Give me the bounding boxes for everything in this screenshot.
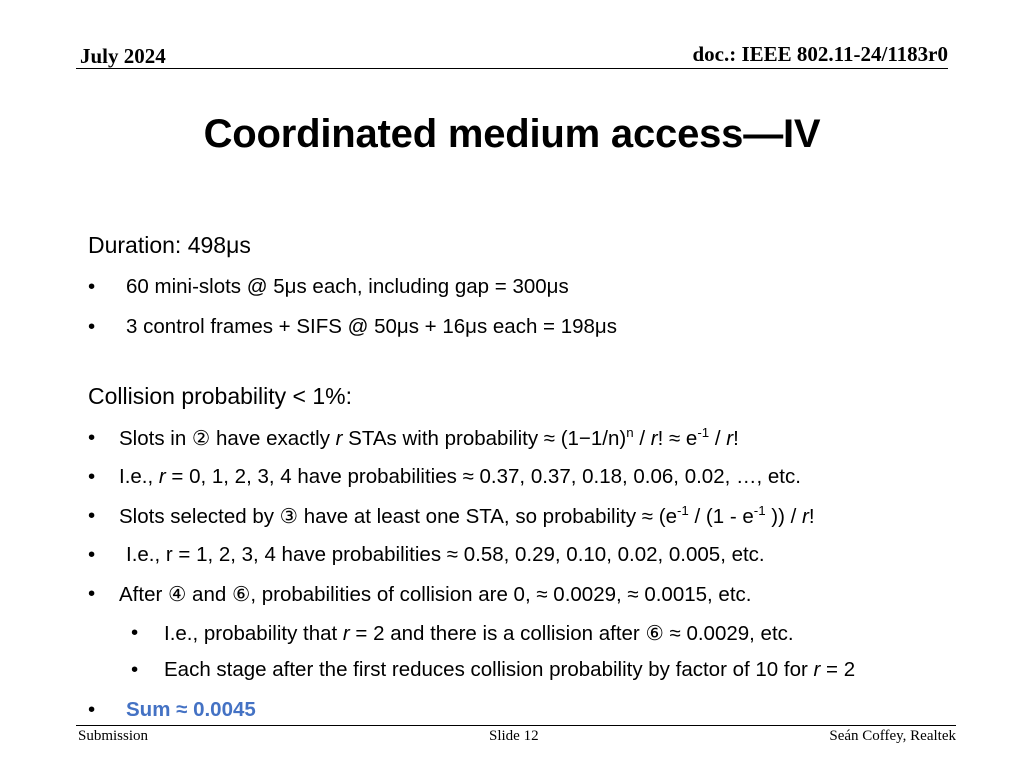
collision-subitem-1: I.e., probability that r = 2 and there is a collision after ⑥ ≈ 0.0029, etc.	[164, 622, 794, 645]
bullet-dot: •	[88, 465, 96, 488]
duration-heading: Duration: 498μs	[88, 232, 251, 258]
bullet-dot: •	[88, 504, 96, 527]
slide-title: Coordinated medium access—IV	[203, 112, 821, 156]
collision-item-3: Slots selected by ③ have at least one STA, so probability ≈ ($e^{-1} / (1 - e^{-1}$ )) / r!	[119, 503, 815, 528]
footer-submission: Submission	[78, 728, 149, 744]
footer-author: Seán Coffey, Realtek	[829, 728, 956, 744]
duration-item-1: 60 mini-slots @ 5μs each, including gap = 300μs	[126, 275, 569, 298]
bullet-dot: •	[88, 275, 96, 298]
bullet-dot: •	[131, 621, 139, 644]
header-date: July 2024	[80, 44, 166, 68]
sum-value: Sum ≈ 0.0045	[126, 698, 256, 721]
collision-item-2: I.e., r = 0, 1, 2, 3, 4 have probabilities ≈ 0.37, 0.37, 0.18, 0.06, 0.02, …, etc.	[119, 465, 801, 488]
collision-item-1: Slots in ② have exactly r STAs with probability ≈ $(1-1/n)^n / r$! ≈ $e^{-1}$ / r!	[119, 425, 739, 450]
header-divider	[76, 68, 948, 69]
collision-subitem-2: Each stage after the first reduces collision probability by factor of 10 for r = 2	[164, 658, 856, 681]
bullet-dot: •	[88, 426, 96, 449]
bullet-dot: •	[131, 658, 139, 681]
collision-item-4: I.e., r = 1, 2, 3, 4 have probabilities ≈ 0.58, 0.29, 0.10, 0.02, 0.005, etc.	[126, 543, 765, 566]
duration-item-2: 3 control frames + SIFS @ 50μs + 16μs each = 198μs	[126, 315, 617, 338]
collision-item-5: After ④ and ⑥, probabilities of collision are 0, ≈ 0.0029, ≈ 0.0015, etc.	[119, 583, 752, 606]
bullet-dot: •	[88, 582, 96, 605]
header-doc-id: doc.: IEEE 802.11-24/1183r0	[692, 42, 948, 66]
bullet-dot: •	[88, 543, 96, 566]
bullet-dot: •	[88, 698, 96, 721]
footer-slide-number: Slide 12	[489, 728, 539, 744]
footer-divider	[76, 725, 956, 726]
collision-heading: Collision probability < 1%:	[88, 383, 352, 409]
bullet-dot: •	[88, 315, 96, 338]
